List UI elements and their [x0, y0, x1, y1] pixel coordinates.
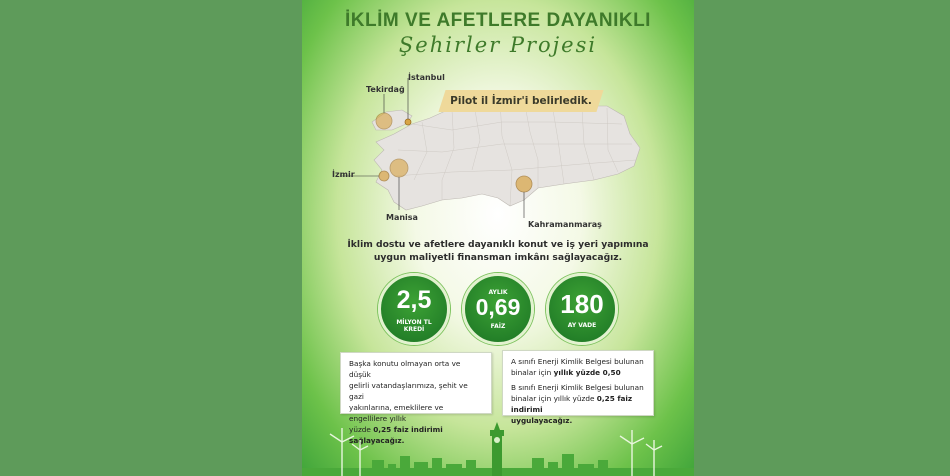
info-box-left [340, 352, 492, 445]
stat-prefix: AYLIK [488, 289, 508, 296]
stat-circle-interest [462, 273, 534, 345]
left-box-line-3: yakınlarına, emeklilere ve engellilere yıllık [349, 403, 444, 423]
title-script: Şehirler Projesi [398, 33, 598, 57]
left-box-line-4: yüzde 0,25 faiz indirimi sağlayacağız. [349, 425, 443, 445]
left-box-line-1: Başka konutu olmayan orta ve düşük [349, 359, 461, 379]
intro-line-1: İklim dostu ve afetlere dayanıklı konut ve iş yeri yapımına [347, 239, 649, 250]
right-box-p1-line-1: A sınıfı Enerji Kimlik Belgesi bulunan [511, 357, 644, 366]
right-box-p2-line-1: B sınıfı Enerji Kimlik Belgesi bulunan [511, 383, 644, 392]
city-label-tekirdag: Tekirdağ [366, 85, 405, 94]
title-main: İKLİM VE AFETLERE DAYANIKLI [345, 10, 651, 31]
stat-unit-line-1: MİLYON TL [396, 319, 432, 326]
info-box-right [502, 350, 654, 425]
map-anatolia [374, 98, 640, 210]
city-label-manisa: Manisa [386, 213, 418, 222]
city-label-istanbul: İstanbul [408, 73, 445, 82]
clock-tower [490, 422, 504, 476]
stat-unit-line-2: KREDİ [403, 326, 425, 333]
stat-value: 0,69 [475, 294, 521, 320]
city-skyline [302, 420, 694, 476]
stat-value: 2,5 [396, 286, 432, 314]
right-box-p1-line-2: binalar için yıllık yüzde 0,50 [511, 368, 621, 377]
city-label-izmir: İzmir [332, 170, 355, 179]
left-box-line-2: gelirli vatandaşlarımıza, şehit ve gazi [349, 381, 468, 401]
stat-circle-credit [378, 273, 450, 345]
stat-unit-line-1: FAİZ [490, 323, 506, 330]
intro-text [342, 238, 654, 264]
infographic-poster [302, 0, 694, 476]
stat-unit-line-1: AY VADE [567, 322, 597, 329]
right-box-p2-line-2: binalar için yıllık yüzde 0,25 faiz indirimi [511, 394, 633, 414]
right-box-p2-line-3: uygulayacağız. [511, 416, 573, 425]
stat-circle-term [546, 273, 618, 345]
city-label-kahramanmaras: Kahramanmaraş [528, 220, 602, 229]
stat-value: 180 [560, 289, 604, 319]
intro-line-2: uygun maliyetli finansman imkânı sağlayacağız. [373, 252, 623, 263]
turkey-map [302, 60, 694, 235]
banner-text: Pilot il İzmir'i belirledik. [450, 95, 592, 107]
